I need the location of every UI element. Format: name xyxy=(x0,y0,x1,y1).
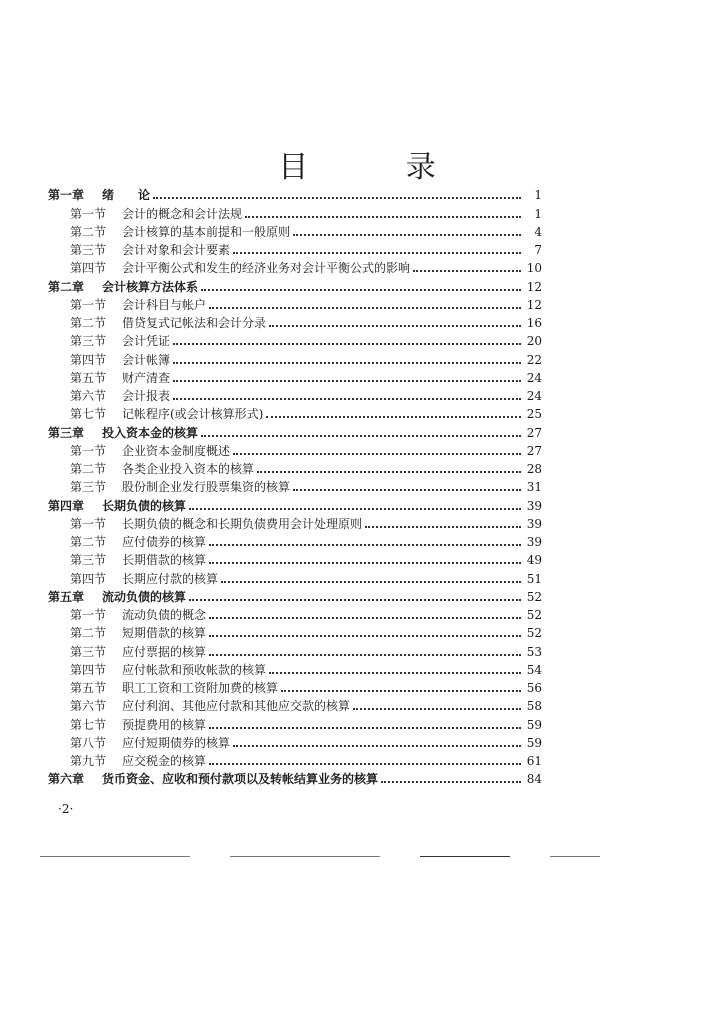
toc-entry-page: 4 xyxy=(534,224,542,239)
toc-section-row[interactable] xyxy=(48,606,542,624)
toc-entry-number: 第一节 xyxy=(70,443,107,458)
toc-entry-page: 25 xyxy=(526,407,542,422)
dot-leader xyxy=(221,580,521,583)
toc-entry-title: 货币资金、应收和预付款项以及转帐结算业务的核算 xyxy=(102,772,379,787)
toc-entry-title: 记帐程序(或会计核算形式) xyxy=(122,407,264,422)
toc-section-row[interactable] xyxy=(48,642,542,660)
toc-entry-page: 58 xyxy=(526,699,542,714)
toc-entry-number: 第一节 xyxy=(70,608,107,622)
toc-entry-title: 各类企业投入资本的核算 xyxy=(122,462,255,476)
toc-entry-page: 28 xyxy=(526,462,542,476)
dot-leader xyxy=(173,361,521,364)
toc-section-row[interactable] xyxy=(48,661,542,679)
toc-entry-number: 第八节 xyxy=(70,735,107,750)
toc-entry-number: 第三节 xyxy=(70,334,107,349)
dot-leader xyxy=(269,671,521,674)
toc-entry-number: 第二节 xyxy=(70,316,107,330)
toc-entry-page: 52 xyxy=(526,608,542,622)
toc-section-row[interactable] xyxy=(48,369,542,387)
toc-entry-page: 22 xyxy=(526,352,542,367)
dot-leader xyxy=(269,324,521,327)
toc-entry-number: 第二节 xyxy=(70,462,107,476)
dot-leader xyxy=(209,726,521,729)
toc-section-row[interactable] xyxy=(48,387,542,405)
dot-leader xyxy=(266,415,521,418)
dot-leader xyxy=(257,470,521,473)
toc-section-row[interactable] xyxy=(48,223,542,241)
toc-section-row[interactable] xyxy=(48,533,542,551)
toc-entry-title: 应付短期债券的核算 xyxy=(122,735,231,750)
toc-entry-number: 第六节 xyxy=(70,389,107,403)
toc-entry-page: 12 xyxy=(526,279,542,294)
dot-leader xyxy=(209,561,521,564)
toc-entry-page: 1 xyxy=(534,206,542,221)
toc-entry-page: 56 xyxy=(526,681,542,695)
toc-section-row[interactable] xyxy=(48,478,542,496)
toc-entry-title: 股份制企业发行股票集资的核算 xyxy=(122,480,291,495)
toc-entry-number: 第四章 xyxy=(48,498,85,513)
toc-entry-page: 24 xyxy=(526,389,542,403)
scan-artifact-line xyxy=(550,856,600,857)
toc-entry-title: 会计凭证 xyxy=(122,334,171,349)
toc-section-row[interactable] xyxy=(48,569,542,587)
toc-section-row[interactable] xyxy=(48,624,542,642)
toc-entry-page: 59 xyxy=(526,735,542,750)
toc-entry-page: 7 xyxy=(534,243,542,257)
toc-section-row[interactable] xyxy=(48,679,542,697)
toc-entry-title: 职工工资和工资附加费的核算 xyxy=(122,681,279,695)
toc-entry-title: 会计报表 xyxy=(122,389,171,403)
toc-entry-number: 第三章 xyxy=(48,425,85,440)
toc-entry-page: 39 xyxy=(526,498,542,513)
toc-entry-title: 会计平衡公式和发生的经济业务对会计平衡公式的影响 xyxy=(122,261,411,276)
toc-entry-page: 27 xyxy=(526,425,542,440)
toc-entry-title: 应付利润、其他应付款和其他应交款的核算 xyxy=(122,699,351,714)
toc-entry-number: 第六节 xyxy=(70,699,107,714)
toc-section-row[interactable] xyxy=(48,332,542,350)
toc-entry-title: 会计的概念和会计法规 xyxy=(122,206,243,221)
toc-entry-page: 24 xyxy=(526,370,542,385)
toc-entry-number: 第一节 xyxy=(70,297,107,312)
toc-section-row[interactable] xyxy=(48,314,542,332)
toc-entry-number: 第五章 xyxy=(48,589,85,604)
toc-section-row[interactable] xyxy=(48,259,542,277)
toc-entry-number: 第二章 xyxy=(48,279,85,294)
table-of-contents xyxy=(48,186,542,788)
page-number: ·2· xyxy=(58,802,74,816)
dot-leader xyxy=(365,525,521,528)
toc-entry-number: 第六章 xyxy=(48,772,85,787)
toc-entry-title: 长期借款的核算 xyxy=(122,553,207,568)
toc-entry-page: 39 xyxy=(526,535,542,549)
toc-entry-number: 第七节 xyxy=(70,407,107,422)
dot-leader xyxy=(281,689,521,692)
toc-entry-number: 第二节 xyxy=(70,224,107,239)
toc-section-row[interactable] xyxy=(48,697,542,715)
toc-section-row[interactable] xyxy=(48,241,542,259)
toc-entry-number: 第三节 xyxy=(70,553,107,568)
dot-leader xyxy=(233,251,521,254)
toc-entry-title: 绪 论 xyxy=(102,188,151,203)
toc-entry-title: 短期借款的核算 xyxy=(122,626,207,641)
dot-leader xyxy=(233,452,521,455)
toc-section-row[interactable] xyxy=(48,442,542,460)
dot-leader xyxy=(209,306,521,309)
toc-entry-title: 流动负债的核算 xyxy=(102,589,187,604)
toc-chapter-row[interactable] xyxy=(48,770,542,788)
toc-entry-number: 第五节 xyxy=(70,681,107,695)
toc-entry-page: 1 xyxy=(534,188,542,203)
toc-section-row[interactable] xyxy=(48,734,542,752)
toc-entry-number: 第四节 xyxy=(70,352,107,367)
dot-leader xyxy=(381,780,521,783)
toc-section-row[interactable] xyxy=(48,460,542,478)
toc-entry-number: 第七节 xyxy=(70,717,107,732)
toc-entry-title: 应交税金的核算 xyxy=(122,754,207,768)
toc-entry-page: 20 xyxy=(526,334,542,349)
toc-entry-title: 长期负债的核算 xyxy=(102,498,187,513)
toc-section-row[interactable] xyxy=(48,715,542,733)
dot-leader xyxy=(201,434,521,437)
toc-entry-number: 第二节 xyxy=(70,535,107,549)
dot-leader xyxy=(201,288,521,291)
dot-leader xyxy=(209,634,521,637)
toc-entry-page: 12 xyxy=(526,297,542,312)
toc-entry-page: 16 xyxy=(526,316,542,330)
toc-entry-page: 52 xyxy=(526,626,542,641)
toc-entry-title: 应付债券的核算 xyxy=(122,535,207,549)
toc-entry-page: 61 xyxy=(526,754,542,768)
dot-leader xyxy=(173,379,521,382)
page-title: 目 录 xyxy=(278,150,480,185)
toc-section-row[interactable] xyxy=(48,515,542,533)
toc-entry-title: 流动负债的概念 xyxy=(122,608,207,622)
toc-entry-title: 会计核算方法体系 xyxy=(102,279,199,294)
toc-entry-title: 投入资本金的核算 xyxy=(102,425,199,440)
toc-entry-page: 84 xyxy=(526,772,542,787)
scan-artifact-line xyxy=(420,856,510,857)
dot-leader xyxy=(233,744,521,747)
toc-entry-title: 企业资本金制度概述 xyxy=(122,443,231,458)
dot-leader xyxy=(189,507,521,510)
toc-chapter-row[interactable] xyxy=(48,277,542,295)
toc-entry-number: 第四节 xyxy=(70,261,107,276)
scan-artifact-line xyxy=(230,856,380,857)
toc-entry-number: 第四节 xyxy=(70,662,107,677)
toc-entry-page: 51 xyxy=(526,571,542,586)
dot-leader xyxy=(209,762,521,765)
dot-leader xyxy=(209,653,521,656)
toc-entry-page: 39 xyxy=(526,516,542,531)
dot-leader xyxy=(245,215,521,218)
toc-entry-title: 会计对象和会计要素 xyxy=(122,243,231,257)
toc-section-row[interactable] xyxy=(48,204,542,222)
toc-entry-title: 财产清查 xyxy=(122,370,171,385)
toc-entry-number: 第九节 xyxy=(70,754,107,768)
dot-leader xyxy=(353,707,521,710)
toc-entry-number: 第四节 xyxy=(70,571,107,586)
toc-entry-number: 第三节 xyxy=(70,480,107,495)
toc-section-row[interactable] xyxy=(48,350,542,368)
toc-entry-title: 借贷复式记帐法和会计分录 xyxy=(122,316,267,330)
dot-leader xyxy=(173,342,521,345)
toc-entry-page: 10 xyxy=(526,261,542,276)
toc-entry-number: 第三节 xyxy=(70,243,107,257)
toc-entry-number: 第三节 xyxy=(70,644,107,659)
toc-entry-page: 59 xyxy=(526,717,542,732)
dot-leader xyxy=(209,616,521,619)
toc-chapter-row[interactable] xyxy=(48,423,542,441)
toc-entry-page: 54 xyxy=(526,662,542,677)
toc-entry-number: 第一节 xyxy=(70,516,107,531)
toc-entry-title: 长期应付款的核算 xyxy=(122,571,219,586)
toc-entry-page: 27 xyxy=(526,443,542,458)
toc-entry-title: 会计核算的基本前提和一般原则 xyxy=(122,224,291,239)
dot-leader xyxy=(153,196,521,199)
dot-leader xyxy=(209,543,521,546)
toc-entry-number: 第五节 xyxy=(70,370,107,385)
dot-leader xyxy=(173,397,521,400)
toc-entry-title: 应付帐款和预收帐款的核算 xyxy=(122,662,267,677)
toc-entry-number: 第二节 xyxy=(70,626,107,641)
dot-leader xyxy=(189,598,521,601)
toc-entry-number: 第一章 xyxy=(48,188,85,203)
toc-section-row[interactable] xyxy=(48,296,542,314)
toc-entry-page: 31 xyxy=(526,480,542,495)
toc-entry-title: 会计帐簿 xyxy=(122,352,171,367)
dot-leader xyxy=(413,269,521,272)
toc-entry-title: 预提费用的核算 xyxy=(122,717,207,732)
toc-chapter-row[interactable] xyxy=(48,186,542,204)
toc-entry-page: 49 xyxy=(526,553,542,568)
dot-leader xyxy=(293,488,521,491)
scan-artifact-line xyxy=(40,856,190,857)
toc-chapter-row[interactable] xyxy=(48,496,542,514)
toc-entry-page: 53 xyxy=(526,644,542,659)
toc-entry-title: 应付票据的核算 xyxy=(122,644,207,659)
dot-leader xyxy=(293,233,521,236)
toc-section-row[interactable] xyxy=(48,551,542,569)
toc-chapter-row[interactable] xyxy=(48,588,542,606)
toc-entry-title: 长期负债的概念和长期负债费用会计处理原则 xyxy=(122,516,363,531)
toc-section-row[interactable] xyxy=(48,752,542,770)
toc-section-row[interactable] xyxy=(48,405,542,423)
toc-entry-page: 52 xyxy=(526,589,542,604)
toc-entry-number: 第一节 xyxy=(70,206,107,221)
toc-entry-title: 会计科目与帐户 xyxy=(122,297,207,312)
